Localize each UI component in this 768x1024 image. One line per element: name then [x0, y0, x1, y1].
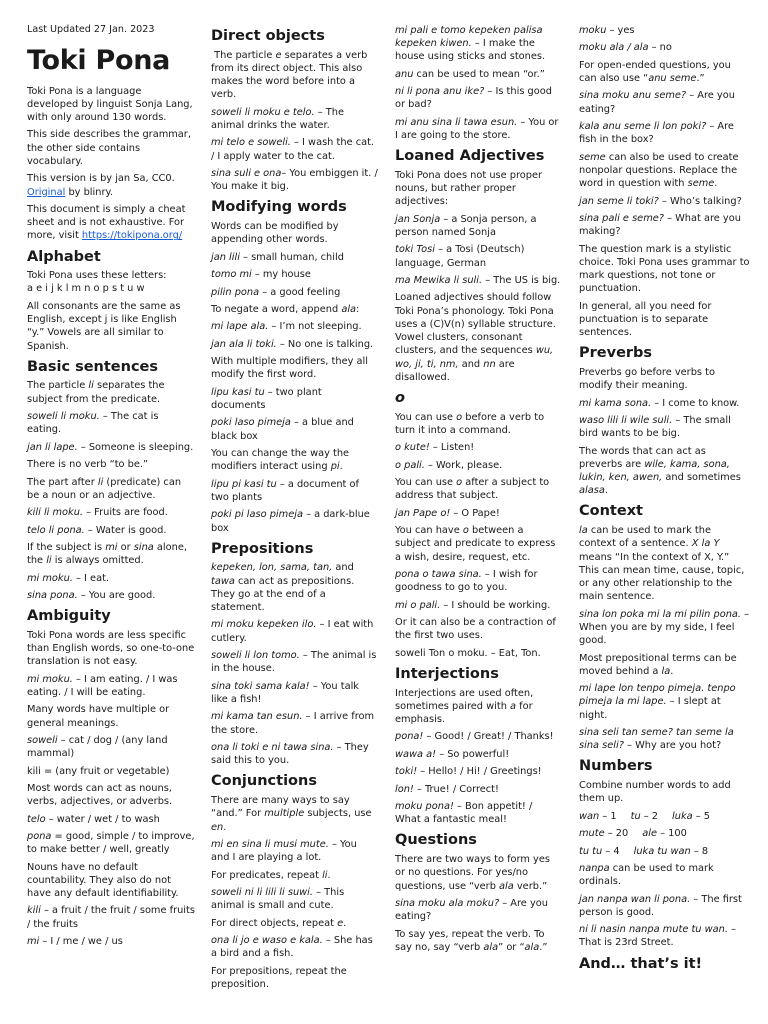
column-3 [395, 24, 561, 958]
paragraph: Toki Pona uses these letters: a e i j k l m n o p s t u w [27, 270, 167, 295]
example: telo li pona. – Water is good. [27, 524, 167, 536]
paragraph: You can change the way the modifiers interact using pi. [211, 448, 350, 473]
section-heading-loaned-adjectives: Loaned Adjectives [395, 148, 545, 165]
example: mi lape ala. – I’m not sleeping. [211, 321, 362, 333]
example: jan seme li toki? – Who’s talking? [579, 195, 742, 207]
example: sina suli e ona– You embiggen it. / You make it big. [211, 167, 378, 193]
section-heading-context: Context [579, 503, 643, 520]
example: wawa a! – So powerful! [395, 748, 510, 760]
section-heading-conjunctions: Conjunctions [211, 773, 317, 790]
example: soweli li moku. – The cat is eating. [27, 411, 159, 436]
example: pilin pona – a good feeling [211, 286, 341, 298]
example: kala anu seme li lon poki? – Are fish in the box? [579, 121, 734, 146]
example: soweli ni li lili li suwi. – This animal is small and cute. [211, 886, 345, 912]
example: mi lape lon tenpo pimeja. tenpo pimeja la mi lape. – I slept at night. [579, 683, 736, 721]
paragraph: The particle e separates a verb from its direct object. This also makes the word before into a verb. [211, 49, 368, 101]
example: mi anu sina li tawa esun. – You or I are going to the store. [395, 116, 559, 142]
tokipona-link[interactable]: https://tokipona.org/ [81, 230, 183, 242]
column-2 [211, 24, 378, 995]
paragraph: Many words have multiple or general meanings. [27, 704, 170, 729]
column-1 [27, 24, 195, 953]
example: lon! – True! / Correct! [395, 783, 499, 795]
example: mi kama sona. – I come to know. [579, 397, 740, 409]
paragraph: Preverbs go before verbs to modify their meaning. [579, 366, 715, 392]
original-link[interactable]: Original [27, 186, 66, 198]
example: sina lon poka mi la mi pilin pona. – When you are by my side, I feel good. [579, 608, 750, 647]
example: moku – yes [579, 25, 635, 36]
paragraph: The part after li (predicate) can be a noun or an adjective. [27, 476, 182, 501]
section-heading-modifying-words: Modifying words [211, 199, 347, 216]
section-heading-interjections: Interjections [395, 665, 499, 682]
paragraph: For direct objects, repeat e. [211, 917, 347, 929]
example: mi moku. – I eat. [27, 572, 110, 584]
last-updated: Last Updated 27 Jan. 2023 [27, 24, 155, 35]
example: mi moku. – I am eating. / I was eating. / I will be eating. [27, 673, 178, 698]
example: mi kama tan esun. – I arrive from the store. [211, 711, 375, 736]
example: soweli li lon tomo. – The animal is in the house. [211, 650, 377, 675]
section-heading-direct-objects: Direct objects [211, 28, 325, 44]
example: jan nanpa wan li pona. – The first person is good. [579, 893, 742, 918]
paragraph: In general, all you need for punctuation is to separate sentences. [579, 300, 712, 339]
example: sina pali e seme? – What are you making? [579, 212, 741, 238]
paragraph: For prepositions, repeat the preposition. [211, 965, 347, 990]
example: mi telo e soweli. – I wash the cat. / I apply water to the cat. [211, 137, 375, 162]
number-row: mute – 20 ale – 100 [579, 828, 687, 840]
paragraph: You can use o after a subject to address that subject. [395, 477, 550, 502]
paragraph: Combine number words to add them up. [579, 780, 731, 805]
paragraph: seme can also be used to create nonpolar questions. Replace the word in question with seme. [579, 151, 739, 190]
paragraph: Toki Pona does not use proper nouns, but rather proper adjectives: [395, 169, 543, 208]
paragraph: For predicates, repeat li. [211, 869, 331, 881]
example: soweli – cat / dog / (any land mammal) [27, 734, 168, 760]
example: jan li lape. – Someone is sleeping. [27, 441, 194, 453]
paragraph: There are two ways to form yes or no questions. For yes/no questions, use “verb ala verb.” [395, 854, 550, 892]
example: o pali. – Work, please. [395, 459, 503, 471]
example: kili li moku. – Fruits are food. [27, 507, 168, 519]
paragraph: la can be used to mark the context of a sentence. X la Y means “In the context of X, Y.” This can mean time, cause, topic, or any other relationship to the main sentence. [579, 525, 745, 603]
number-row: wan – 1 tu – 2 luka – 5 [579, 810, 711, 822]
example: kili – a fruit / the fruit / some fruits / the fruits [27, 905, 195, 930]
paragraph: For open-ended questions, you can also use “anu seme.” [579, 59, 731, 85]
paragraph: anu can be used to mean “or.” [395, 68, 545, 80]
paragraph: Loaned adjectives should follow Toki Pona’s phonology. Toki Pona uses a (C)V(n) syllable structure. Vowel clusters, consonant clusters, and the sequences wu, wo, ji, ti, nm, and nn are disallowed. [395, 292, 556, 383]
example: toki! – Hello! / Hi! / Greetings! [395, 766, 542, 778]
section-heading-numbers: Numbers [579, 758, 653, 775]
example: tomo mi – my house [211, 269, 311, 281]
number-row: tu tu – 4 luka tu wan – 8 [579, 845, 709, 857]
section-heading-ending: And… that’s it! [579, 955, 703, 972]
example: mi moku kepeken ilo. – I eat with cutlery. [211, 619, 374, 644]
example: mi o pali. – I should be working. [395, 599, 551, 611]
example: ni li pona anu ike? – Is this good or bad? [395, 86, 552, 111]
column-4 [579, 24, 751, 976]
example: mi pali e tomo kepeken palisa kepeken kiwen. – I make the house using sticks and stones. [395, 25, 546, 63]
example: waso lili li wile suli. – The small bird wants to be big. [579, 414, 731, 440]
paragraph: You can have o between a subject and predicate to express a wish, desire, request, etc. [395, 525, 556, 563]
example: soweli li moku e telo. – The animal drinks the water. [211, 106, 344, 131]
paragraph: kepeken, lon, sama, tan, and tawa can act as prepositions. They go at the end of a statement. [211, 562, 355, 614]
example: jan Pape o! – O Pape! [395, 507, 500, 519]
paragraph: Or it can also be a contraction of the first two uses. [395, 617, 556, 642]
paragraph: The question mark is a stylistic choice. Toki Pona uses grammar to mark questions, not tone or punctuation. [579, 243, 750, 295]
example: sina moku ala moku? – Are you eating? [395, 897, 548, 923]
example: sina moku anu seme? – Are you eating? [579, 90, 735, 115]
paragraph: There is no verb “to be.” [27, 459, 149, 471]
paragraph: To negate a word, append ala: [211, 303, 360, 315]
example: sina seli tan seme? tan seme la sina seli? – Why are you hot? [579, 726, 734, 752]
example: jan ala li toki. – No one is talking. [211, 338, 374, 350]
example: lipu kasi tu – two plant documents [211, 386, 322, 411]
paragraph: Toki Pona words are less specific than English words, so one-to-one translation is not easy. [27, 629, 195, 668]
paragraph: You can use o before a verb to turn it into a command. [395, 411, 545, 436]
paragraph: To say yes, repeat the verb. To say no, say “verb ala” or “ala.” [395, 928, 548, 953]
example: poki pi laso pimeja – a dark-blue box [211, 509, 370, 534]
section-heading-ambiguity: Ambiguity [27, 608, 111, 625]
example: ona li toki e ni tawa sina. – They said this to you. [211, 741, 369, 767]
page-title: Toki Pona [27, 44, 171, 76]
example: moku pona! – Bon appetit! / What a fantastic meal! [395, 801, 533, 826]
paragraph: nanpa can be used to mark ordinals. [579, 862, 714, 888]
paragraph: kili = (any fruit or vegetable) [27, 765, 170, 777]
example: ma Mewika li suli. – The US is big. [395, 275, 561, 287]
example: lipu pi kasi tu – a document of two plants [211, 478, 359, 503]
example: telo – water / wet / to wash [27, 813, 160, 825]
credit-paragraph: This version is by jan Sa, CC0. Original by blinry. [27, 173, 175, 198]
example: ona li jo e waso e kala. – She has a bird and a fish. [211, 934, 373, 960]
paragraph: Most words can act as nouns, verbs, adjectives, or adverbs. [27, 782, 173, 808]
paragraph: All consonants are the same as English, except j is like English “y.” Vowels are all similar to Spanish. [27, 300, 181, 352]
example: o kute! – Listen! [395, 442, 475, 454]
section-heading-alphabet: Alphabet [27, 248, 101, 265]
section-heading-prepositions: Prepositions [211, 540, 314, 557]
example: pona! – Good! / Great! / Thanks! [395, 731, 554, 743]
paragraph: The words that can act as preverbs are wile, kama, sona, lukin, ken, awen, and sometimes alasa. [579, 445, 741, 497]
section-heading-o: o [395, 390, 405, 407]
example: poki laso pimeja – a blue and black box [211, 417, 354, 442]
example: toki Tosi – a Tosi (Deutsch) language, German [395, 244, 525, 269]
section-heading-questions: Questions [395, 832, 477, 849]
paragraph: With multiple modifiers, they all modify the first word. [211, 356, 368, 381]
paragraph: Words can be modified by appending other words. [211, 221, 339, 246]
example: jan lili – small human, child [211, 251, 344, 263]
example: moku ala / ala – no [579, 42, 672, 54]
paragraph: There are many ways to say “and.” For multiple subjects, use en. [211, 795, 372, 833]
letters: a e i j k l m n o p s t u w [27, 283, 145, 295]
example: mi en sina li musi mute. – You and I are playing a lot. [211, 838, 357, 864]
example: sina pona. – You are good. [27, 589, 156, 601]
intro-paragraph: This document is simply a cheat sheet and is not exhaustive. For more, visit https://tokipona.org/ [27, 203, 186, 242]
example: jan Sonja – a Sonja person, a person named Sonja [395, 213, 537, 239]
paragraph: If the subject is mi or sina alone, the li is always omitted. [27, 541, 187, 567]
paragraph: The particle li separates the subject from the predicate. [27, 380, 165, 405]
example: pona o tawa sina. – I wish for goodness to go to you. [395, 569, 538, 594]
intro-paragraph: This side describes the grammar, the other side contains vocabulary. [27, 129, 191, 167]
section-heading-preverbs: Preverbs [579, 345, 653, 362]
example: pona = good, simple / to improve, to make better / well, greatly [27, 831, 195, 856]
paragraph: Interjections are used often, sometimes paired with a for emphasis. [395, 687, 534, 725]
section-heading-basic-sentences: Basic sentences [27, 358, 159, 375]
paragraph: Nouns have no default countability. They also do not have any default identifiability. [27, 861, 179, 900]
example: mi – I / me / we / us [27, 936, 123, 948]
example: sina toki sama kala! – You talk like a fish! [211, 680, 359, 705]
paragraph: Most prepositional terms can be moved behind a la. [579, 652, 737, 677]
intro-paragraph: Toki Pona is a language developed by linguist Sonja Lang, with only around 130 words. [27, 85, 193, 124]
paragraph: soweli Ton o moku. – Eat, Ton. [395, 647, 541, 659]
example: ni li nasin nanpa mute tu wan. – That is 23rd Street. [579, 924, 736, 949]
